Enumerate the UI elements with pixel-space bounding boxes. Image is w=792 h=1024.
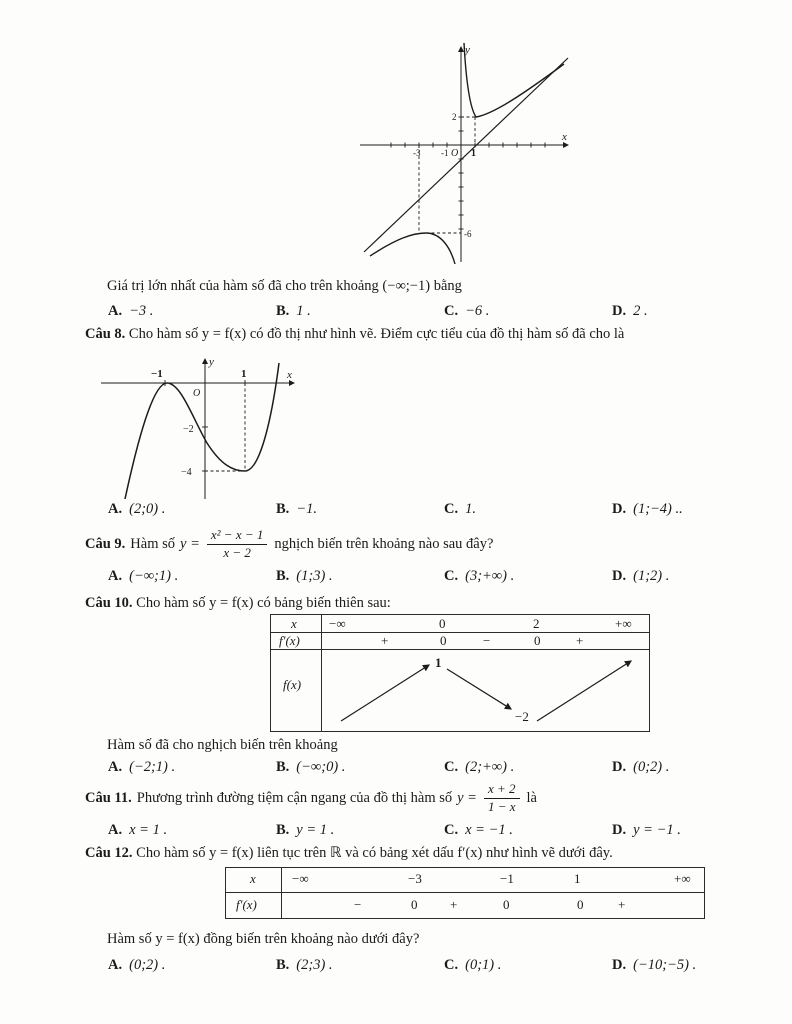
axis-labels bbox=[413, 44, 567, 239]
q12-option-c bbox=[444, 957, 501, 974]
q12-option-b-text: (2;3) . bbox=[296, 957, 333, 973]
q10-option-a-text: (−2;1) . bbox=[129, 759, 176, 775]
q7-option-d bbox=[612, 303, 648, 320]
axis-ticks bbox=[391, 117, 545, 229]
q7-option-d-letter: D. bbox=[612, 303, 627, 319]
f-variation-arrows bbox=[271, 649, 649, 732]
fprime-sign-minus: − bbox=[354, 897, 362, 912]
q11-option-a-letter: A. bbox=[108, 822, 123, 838]
q9-option-b bbox=[276, 568, 333, 585]
q11-function-lhs: y = bbox=[457, 789, 477, 806]
q8-option-c bbox=[444, 501, 476, 518]
x-value-minus1: −1 bbox=[500, 871, 514, 886]
q9-fraction-denominator: x − 2 bbox=[223, 544, 251, 560]
q11-option-b-text: y = 1 . bbox=[296, 822, 335, 838]
q11-option-d bbox=[612, 822, 681, 839]
fprime-zero3: 0 bbox=[577, 897, 584, 912]
f-min-value: −2 bbox=[515, 709, 529, 724]
q9-option-b-letter: B. bbox=[276, 568, 290, 584]
q7-option-b-text: 1 . bbox=[296, 303, 311, 319]
q9-option-a-letter: A. bbox=[108, 568, 123, 584]
x-value-pos-inf: +∞ bbox=[615, 616, 632, 631]
q10-option-b-text: (−∞;0) . bbox=[296, 759, 346, 775]
q9-fraction-numerator: x² − x − 1 bbox=[207, 528, 267, 545]
x-value-neg-inf: −∞ bbox=[292, 871, 309, 886]
q10-variation-table bbox=[270, 614, 650, 732]
q11-option-c-letter: C. bbox=[444, 822, 459, 838]
q9-function-lhs: y = bbox=[180, 535, 200, 552]
q10-option-b-letter: B. bbox=[276, 759, 290, 775]
q9-option-c-letter: C. bbox=[444, 568, 459, 584]
q7-option-c bbox=[444, 303, 489, 320]
fprime-zero1: 0 bbox=[440, 633, 447, 648]
q11-option-d-letter: D. bbox=[612, 822, 627, 838]
q10-option-c-letter: C. bbox=[444, 759, 459, 775]
q8-option-c-letter: C. bbox=[444, 501, 459, 517]
q11-option-b bbox=[276, 822, 334, 839]
q12-option-a bbox=[108, 957, 165, 974]
q8-option-a-letter: A. bbox=[108, 501, 123, 517]
row-label-fprime: f′(x) bbox=[279, 633, 300, 648]
q8-number: Câu 8. bbox=[85, 326, 126, 342]
q7-prompt: Giá trị lớn nhất của hàm số đã cho trên khoảng (−∞;−1) bằng bbox=[107, 278, 462, 294]
q10-option-c-text: (2;+∞) . bbox=[465, 759, 515, 775]
q11-fraction-numerator: x + 2 bbox=[484, 782, 520, 799]
q10-followup: Hàm số đã cho nghịch biến trên khoảng bbox=[107, 737, 338, 753]
q10-option-d bbox=[612, 759, 669, 776]
q10-option-c bbox=[444, 759, 514, 776]
q8-option-a-text: (2;0) . bbox=[129, 501, 166, 517]
q7-option-d-text: 2 . bbox=[633, 303, 648, 319]
q9-header bbox=[85, 528, 493, 560]
question8-cubic-graph bbox=[95, 353, 301, 503]
q9-option-d bbox=[612, 568, 669, 585]
arrow-up-2 bbox=[537, 661, 631, 721]
q12-option-c-text: (0;1) . bbox=[465, 957, 502, 973]
row-label-f: f(x) bbox=[283, 677, 302, 692]
q9-lead: Hàm số bbox=[130, 535, 176, 552]
label-1: 1 bbox=[241, 368, 247, 380]
q7-option-a-text: −3 . bbox=[129, 303, 154, 319]
q11-option-c bbox=[444, 822, 513, 839]
q9-tail: nghịch biến trên khoảng nào sau đây? bbox=[274, 535, 494, 552]
label-minus4: −4 bbox=[181, 467, 192, 478]
origin-label: O bbox=[193, 388, 201, 399]
x-value-minus3: −3 bbox=[408, 871, 422, 886]
q8-prompt: Cho hàm số y = f(x) có đồ thị như hình vẽ. Điểm cực tiểu của đồ thị hàm số đã cho là bbox=[128, 326, 625, 342]
q10-option-d-text: (0;2) . bbox=[633, 759, 670, 775]
fprime-sign-plus2: + bbox=[576, 633, 584, 648]
table-row-divider bbox=[226, 892, 704, 893]
x-axis-label: x bbox=[287, 369, 292, 381]
q10-option-d-letter: D. bbox=[612, 759, 627, 775]
fprime-zero2: 0 bbox=[503, 897, 510, 912]
q12-followup: Hàm số y = f(x) đồng biến trên khoảng nào dưới đây? bbox=[107, 931, 420, 947]
q11-number: Câu 11. bbox=[85, 789, 132, 806]
q10-number: Câu 10. bbox=[85, 595, 133, 611]
q9-option-d-text: (1;2) . bbox=[633, 568, 670, 584]
q10-option-b bbox=[276, 759, 345, 776]
q12-sign-table bbox=[225, 867, 705, 919]
x-value-0: 0 bbox=[439, 616, 446, 631]
q10-header bbox=[85, 595, 391, 612]
row-label-fprime: f′(x) bbox=[236, 897, 257, 912]
q11-option-a-text: x = 1 . bbox=[129, 822, 168, 838]
q8-option-b bbox=[276, 501, 317, 518]
q10-option-a-letter: A. bbox=[108, 759, 123, 775]
x-axis-label: x bbox=[562, 131, 567, 143]
q11-fraction-denominator: 1 − x bbox=[487, 798, 516, 814]
q8-option-d-letter: D. bbox=[612, 501, 627, 517]
q9-option-d-letter: D. bbox=[612, 568, 627, 584]
q12-option-a-text: (0;2) . bbox=[129, 957, 166, 973]
fprime-zero1: 0 bbox=[411, 897, 418, 912]
q12-option-d bbox=[612, 957, 696, 974]
fprime-sign-plus2: + bbox=[618, 897, 626, 912]
upper-branch bbox=[464, 43, 564, 117]
q7-option-c-text: −6 . bbox=[465, 303, 490, 319]
fprime-sign-plus1: + bbox=[450, 897, 458, 912]
q10-prompt: Cho hàm số y = f(x) có bảng biến thiên sau: bbox=[136, 595, 391, 611]
q12-number: Câu 12. bbox=[85, 845, 133, 861]
x-value-neg-inf: −∞ bbox=[329, 616, 346, 631]
q12-option-b-letter: B. bbox=[276, 957, 290, 973]
q9-option-b-text: (1;3) . bbox=[296, 568, 333, 584]
tick-label-2: 2 bbox=[452, 112, 457, 122]
label-minus2: −2 bbox=[183, 424, 194, 435]
tick-label-minus3: -3 bbox=[413, 148, 421, 158]
q12-prompt: Cho hàm số y = f(x) liên tục trên ℝ và có bảng xét dấu f′(x) như hình vẽ dưới đây. bbox=[136, 845, 613, 861]
origin-label: O bbox=[451, 148, 459, 159]
q11-fraction bbox=[484, 782, 520, 814]
q12-header bbox=[85, 845, 613, 862]
question7-function-graph bbox=[356, 40, 576, 266]
q9-number: Câu 9. bbox=[85, 535, 126, 552]
q8-option-b-text: −1. bbox=[296, 501, 317, 517]
x-value-pos-inf: +∞ bbox=[674, 871, 691, 886]
tick-label-minus6: -6 bbox=[464, 229, 472, 239]
q12-option-d-letter: D. bbox=[612, 957, 627, 973]
q9-option-c-text: (3;+∞) . bbox=[465, 568, 515, 584]
q12-option-b bbox=[276, 957, 333, 974]
label-minus1: −1 bbox=[151, 368, 163, 380]
q11-option-d-text: y = −1 . bbox=[633, 822, 681, 838]
q8-option-c-text: 1. bbox=[465, 501, 476, 517]
q7-option-a bbox=[108, 303, 153, 320]
q11-option-b-letter: B. bbox=[276, 822, 290, 838]
q7-option-c-letter: C. bbox=[444, 303, 459, 319]
f-max-value: 1 bbox=[435, 655, 442, 670]
q12-option-d-text: (−10;−5) . bbox=[633, 957, 697, 973]
table-label-divider bbox=[281, 868, 282, 918]
q8-option-a bbox=[108, 501, 165, 518]
row-label-x: x bbox=[291, 616, 297, 631]
y-axis-label: y bbox=[465, 44, 470, 56]
q9-option-a bbox=[108, 568, 178, 585]
y-axis-label: y bbox=[209, 356, 214, 368]
q11-option-a bbox=[108, 822, 167, 839]
dashed-guides bbox=[419, 117, 475, 233]
tick-label-minus1: -1 bbox=[441, 148, 449, 158]
arrow-up-1 bbox=[341, 665, 429, 721]
q11-lead: Phương trình đường tiệm cận ngang của đồ thị hàm số bbox=[136, 789, 453, 806]
q7-option-b bbox=[276, 303, 311, 320]
arrow-down bbox=[447, 669, 511, 709]
arrows bbox=[341, 661, 631, 721]
table-row-divider-1 bbox=[271, 632, 649, 633]
fprime-sign-plus1: + bbox=[381, 633, 389, 648]
oblique-asymptote-line bbox=[364, 58, 568, 252]
q9-option-c bbox=[444, 568, 514, 585]
tick-label-1: 1 bbox=[471, 148, 476, 159]
dashed-guides bbox=[205, 383, 245, 471]
q7-option-b-letter: B. bbox=[276, 303, 290, 319]
q8-option-d-text: (1;−4) .. bbox=[633, 501, 683, 517]
q11-header bbox=[85, 782, 537, 814]
q11-tail: là bbox=[526, 789, 537, 806]
fprime-sign-minus: − bbox=[483, 633, 491, 648]
row-label-x: x bbox=[250, 871, 256, 886]
q12-option-c-letter: C. bbox=[444, 957, 459, 973]
q8-option-d bbox=[612, 501, 683, 518]
q10-option-a bbox=[108, 759, 175, 776]
q9-fraction bbox=[207, 528, 267, 560]
x-value-1: 1 bbox=[574, 871, 581, 886]
q12-option-a-letter: A. bbox=[108, 957, 123, 973]
lower-branch bbox=[370, 233, 455, 264]
q8-header bbox=[85, 326, 624, 343]
x-value-2: 2 bbox=[533, 616, 540, 631]
fprime-zero2: 0 bbox=[534, 633, 541, 648]
q7-option-a-letter: A. bbox=[108, 303, 123, 319]
q9-option-a-text: (−∞;1) . bbox=[129, 568, 179, 584]
q8-option-b-letter: B. bbox=[276, 501, 290, 517]
q11-option-c-text: x = −1 . bbox=[465, 822, 513, 838]
